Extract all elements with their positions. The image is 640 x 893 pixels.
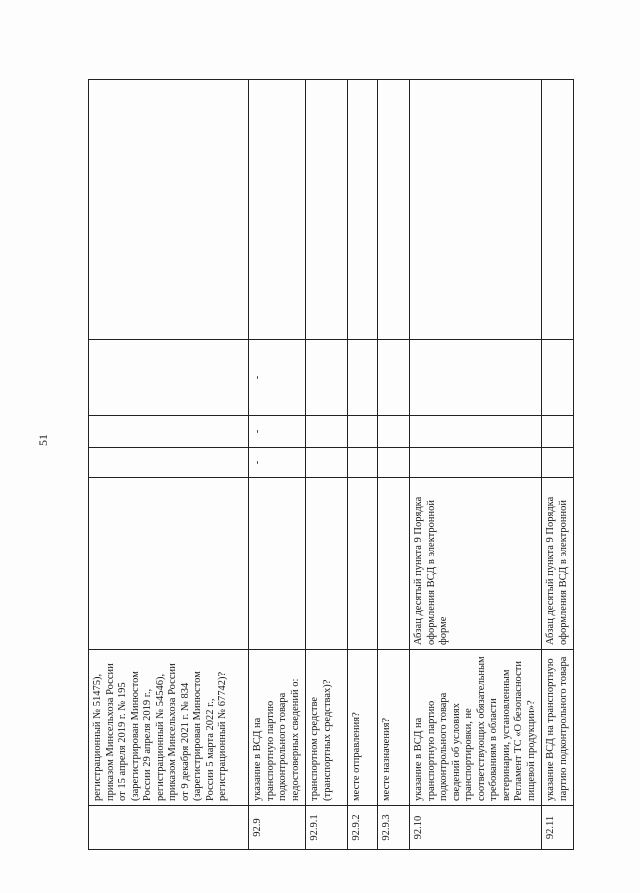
- row-question: месте назначения?: [378, 650, 410, 806]
- row-mark-yes: [306, 448, 348, 478]
- row-question: указание в ВСД на транспортную партию подконтрольного товара сведений об условиях транспортировки, не соответствующих обязательным требованиям в области ветеринарии, установленным Регламент ТС «О безопасности пищевой продукции»?: [410, 650, 542, 806]
- table-row: [249, 80, 306, 850]
- row-basis: [249, 478, 306, 650]
- row-number: 92.9.2: [348, 806, 378, 850]
- row-mark-yes: [89, 448, 249, 478]
- row-basis: [348, 478, 378, 650]
- row-basis: Абзац десятый пункта 9 Порядка оформления ВСД в электронной: [542, 478, 574, 650]
- table-row: [378, 80, 410, 850]
- row-note: [410, 80, 542, 340]
- table-row: [542, 80, 574, 850]
- row-question: транспортном средстве (транспортных средствах)?: [306, 650, 348, 806]
- row-mark-no: [89, 416, 249, 448]
- row-mark-na: [348, 340, 378, 416]
- row-mark-na: [89, 340, 249, 416]
- row-note: [348, 80, 378, 340]
- row-basis: [378, 478, 410, 650]
- row-note: [249, 80, 306, 340]
- page-number: 51: [36, 434, 50, 446]
- row-mark-na: -: [249, 340, 306, 416]
- row-mark-yes: -: [249, 448, 306, 478]
- table-row: [410, 80, 542, 850]
- row-mark-yes: [410, 448, 542, 478]
- row-mark-yes: [378, 448, 410, 478]
- row-mark-no: -: [249, 416, 306, 448]
- row-basis: Абзац десятый пункта 9 Порядка оформления ВСД в электронной форме: [410, 478, 542, 650]
- row-number: 92.11: [542, 806, 574, 850]
- row-mark-no: [378, 416, 410, 448]
- row-basis: [89, 478, 249, 650]
- row-note: [89, 80, 249, 340]
- row-number: 92.9.1: [306, 806, 348, 850]
- row-mark-na: [542, 340, 574, 416]
- row-number: [89, 806, 249, 850]
- row-question: указание в ВСД на транспортную партию подконтрольного товара недостоверных сведений о:: [249, 650, 306, 806]
- row-mark-yes: [542, 448, 574, 478]
- row-number: 92.10: [410, 806, 542, 850]
- row-question: регистрационный № 51475), приказом Минсельхоза России от 15 апреля 2019 г. № 195 (зарегистрирован Минюстом России 29 апреля 2019 г., регистрационный № 54546), приказом Минсельхоза России от 9 декабря 2021 г. № 834 (зарегистрирован Минюстом России 5 марта 2022 г., регистрационный № 67742)?: [89, 650, 249, 806]
- row-mark-no: [410, 416, 542, 448]
- table-row: [306, 80, 348, 850]
- row-mark-na: [378, 340, 410, 416]
- row-mark-no: [542, 416, 574, 448]
- row-basis: [306, 478, 348, 650]
- row-question: месте отправления?: [348, 650, 378, 806]
- row-mark-no: [348, 416, 378, 448]
- table-row: [89, 80, 249, 850]
- row-question: указание ВСД на транспортную партию подконтрольного товара: [542, 650, 574, 806]
- row-note: [306, 80, 348, 340]
- row-mark-no: [306, 416, 348, 448]
- checklist-table: [88, 79, 574, 850]
- row-number: 92.9: [249, 806, 306, 850]
- row-number: 92.9.3: [378, 806, 410, 850]
- row-mark-na: [410, 340, 542, 416]
- row-mark-na: [306, 340, 348, 416]
- row-mark-yes: [348, 448, 378, 478]
- rotated-table-wrapper: [88, 80, 569, 850]
- row-note: [378, 80, 410, 340]
- row-note: [542, 80, 574, 340]
- table-row: [348, 80, 378, 850]
